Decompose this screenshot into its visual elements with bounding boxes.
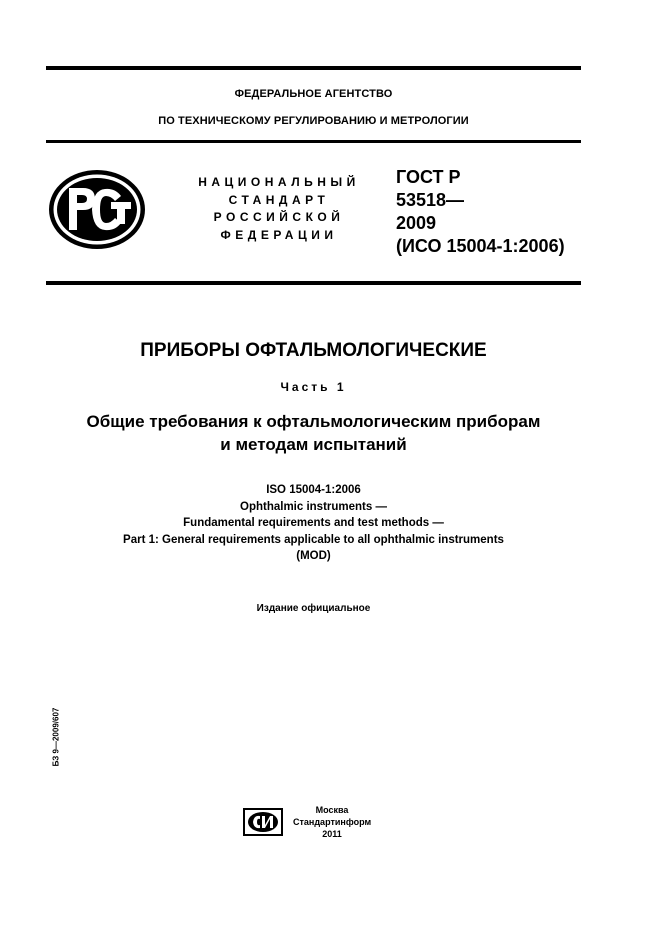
- iso-line: Ophthalmic instruments —: [240, 500, 387, 513]
- publisher-year: 2011: [322, 829, 342, 839]
- standartinform-logo: [242, 807, 284, 837]
- document-subtitle: [20, 410, 607, 456]
- national-line: ФЕДЕРАЦИИ: [220, 227, 338, 242]
- gost-line: 53518—: [396, 190, 465, 210]
- national-line: СТАНДАРТ: [228, 192, 330, 207]
- header-divider: [46, 140, 581, 143]
- subtitle-line: и методам испытаний: [220, 435, 407, 454]
- national-line: РОССИЙСКОЙ: [213, 210, 345, 224]
- iso-line: Fundamental requirements and test methods —: [183, 517, 444, 529]
- title-rule: [46, 281, 581, 285]
- rst-logo: [47, 168, 147, 251]
- national-standard-label: [188, 174, 370, 244]
- iso-line: (MOD): [296, 550, 331, 562]
- agency-line-2: ПО ТЕХНИЧЕСКОМУ РЕГУЛИРОВАНИЮ И МЕТРОЛОГИИ: [158, 115, 469, 127]
- document-title: ПРИБОРЫ ОФТАЛЬМОЛОГИЧЕСКИЕ: [140, 340, 487, 361]
- national-line: НАЦИОНАЛЬНЫЙ: [198, 175, 360, 189]
- gost-line: ГОСТ Р: [396, 167, 461, 187]
- publisher-info: [293, 804, 371, 840]
- side-code: БЗ 9—2009/607: [51, 707, 61, 767]
- part-label: Часть 1: [280, 380, 347, 394]
- publisher-city: Москва: [315, 805, 349, 815]
- gost-line: (ИСО 15004-1:2006): [396, 236, 565, 256]
- publisher-name: Стандартинформ: [293, 817, 372, 827]
- top-rule: [46, 66, 581, 70]
- gost-line: 2009: [396, 213, 437, 233]
- edition-label: Издание официальное: [256, 603, 371, 614]
- iso-line: ISO 15004-1:2006: [266, 484, 361, 496]
- iso-line: Part 1: General requirements applicable to all ophthalmic instruments: [123, 533, 504, 546]
- subtitle-line: Общие требования к офтальмологическим приборам: [86, 412, 541, 431]
- iso-reference: [46, 482, 581, 565]
- gost-designation: [396, 166, 565, 258]
- agency-line-1: ФЕДЕРАЛЬНОЕ АГЕНТСТВО: [234, 88, 393, 100]
